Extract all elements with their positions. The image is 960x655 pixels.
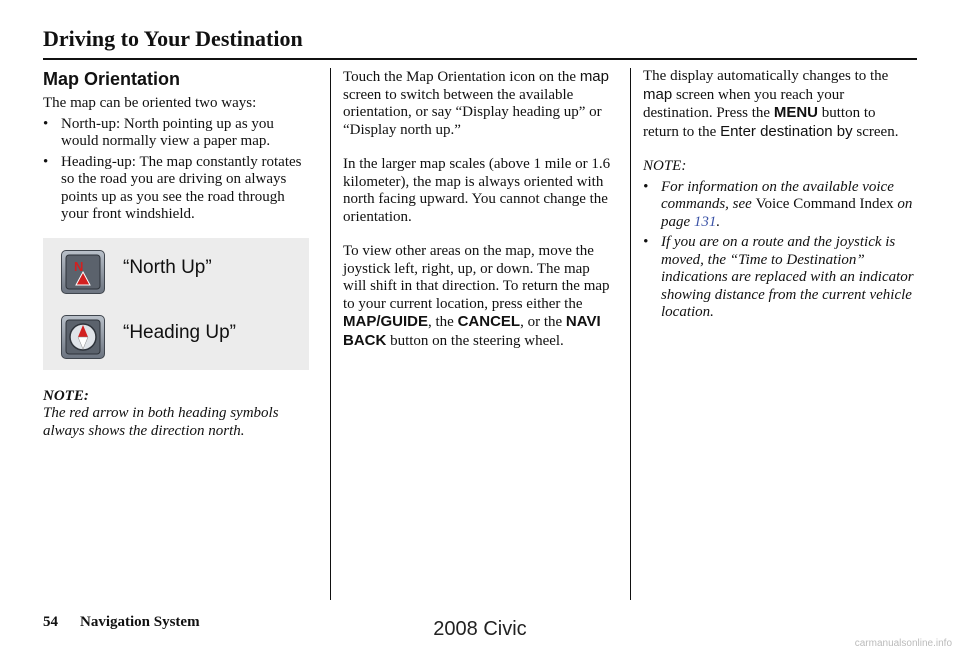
- list-item-joystick-note: • If you are on a route and the joystick is moved, the “Time to Destination” indications are replaced with an indicator showing distance from the current vehicle location.: [643, 234, 915, 322]
- paragraph-joystick: [343, 243, 615, 350]
- intro-text: The map can be oriented two ways:: [43, 95, 257, 111]
- note-block: [43, 388, 315, 441]
- page-number: 54: [43, 614, 58, 630]
- orientation-list: [43, 116, 315, 224]
- column-1: [43, 68, 315, 440]
- north-up-icon: [61, 250, 105, 294]
- navi-back-term: NAVI BACK: [343, 313, 601, 349]
- cancel-term: CANCEL: [457, 313, 521, 330]
- map-screen-term: map: [643, 85, 673, 103]
- map-guide-term: MAP/GUIDE: [343, 313, 429, 330]
- note-list: [643, 179, 915, 322]
- page-title: Driving to Your Destination: [43, 26, 303, 51]
- paragraph-auto-change: [643, 68, 915, 141]
- column-divider: [330, 68, 331, 600]
- list-item-voice-commands: [643, 179, 915, 232]
- text: For information on the available voice commands, see: [661, 178, 894, 212]
- title-rule: [43, 58, 917, 60]
- text: .: [716, 213, 721, 230]
- enter-destination-term: Enter destination by: [720, 122, 853, 140]
- page-link[interactable]: 131: [693, 213, 717, 230]
- map-screen-term: map: [579, 68, 609, 85]
- text: screen when you reach your destination. Press the: [643, 86, 845, 121]
- column-divider: [630, 68, 631, 600]
- text: button to return to the: [643, 105, 876, 140]
- heading-up-label: “Heading Up”: [123, 321, 236, 343]
- text: screen.: [852, 123, 899, 140]
- text: The display automatically changes to the: [643, 68, 889, 84]
- text: on page: [661, 196, 913, 230]
- watermark-model: 2008 Civic: [433, 618, 527, 640]
- note-label: NOTE:: [43, 387, 89, 404]
- watermark-site: carmanualsonline.info: [854, 638, 952, 649]
- text: , or the: [520, 314, 566, 330]
- text: screen to switch between the available orientation, or say “Display heading up” or “Display north up.”: [343, 86, 602, 138]
- voice-command-index-ref: Voice Command Index: [755, 196, 894, 212]
- heading-up-icon: [61, 315, 105, 359]
- text: button on the steering wheel.: [386, 332, 564, 349]
- menu-term: MENU: [773, 104, 818, 121]
- section-heading: Map Orientation: [43, 69, 181, 89]
- text: , the: [428, 314, 458, 330]
- orientation-icons-panel: [43, 238, 309, 370]
- list-item-heading-up: • Heading-up: The map constantly rotates so the road you are driving on always points up as you see the road through your front windshield.: [43, 154, 315, 224]
- column-3: [643, 68, 915, 322]
- note-label: NOTE:: [643, 158, 687, 174]
- column-2: [343, 68, 615, 350]
- north-up-label: “North Up”: [123, 256, 212, 278]
- text: Touch the Map Orientation icon on the: [343, 69, 580, 85]
- footer-section: Navigation System: [80, 614, 200, 630]
- svg-text:N: N: [74, 258, 84, 274]
- note-text: The red arrow in both heading symbols always shows the direction north.: [43, 405, 279, 439]
- list-item-north-up: • North-up: North pointing up as you would normally view a paper map.: [43, 116, 315, 151]
- paragraph-orientation-icon: [343, 68, 615, 139]
- paragraph-map-scales: In the larger map scales (above 1 mile or 1.6 kilometer), the map is always oriented with north facing upward. You cannot change the orientation.: [343, 156, 611, 225]
- text: To view other areas on the map, move the joystick left, right, up, or down. The map will shift in that direction. To return the map to your current location, press either the: [343, 243, 610, 312]
